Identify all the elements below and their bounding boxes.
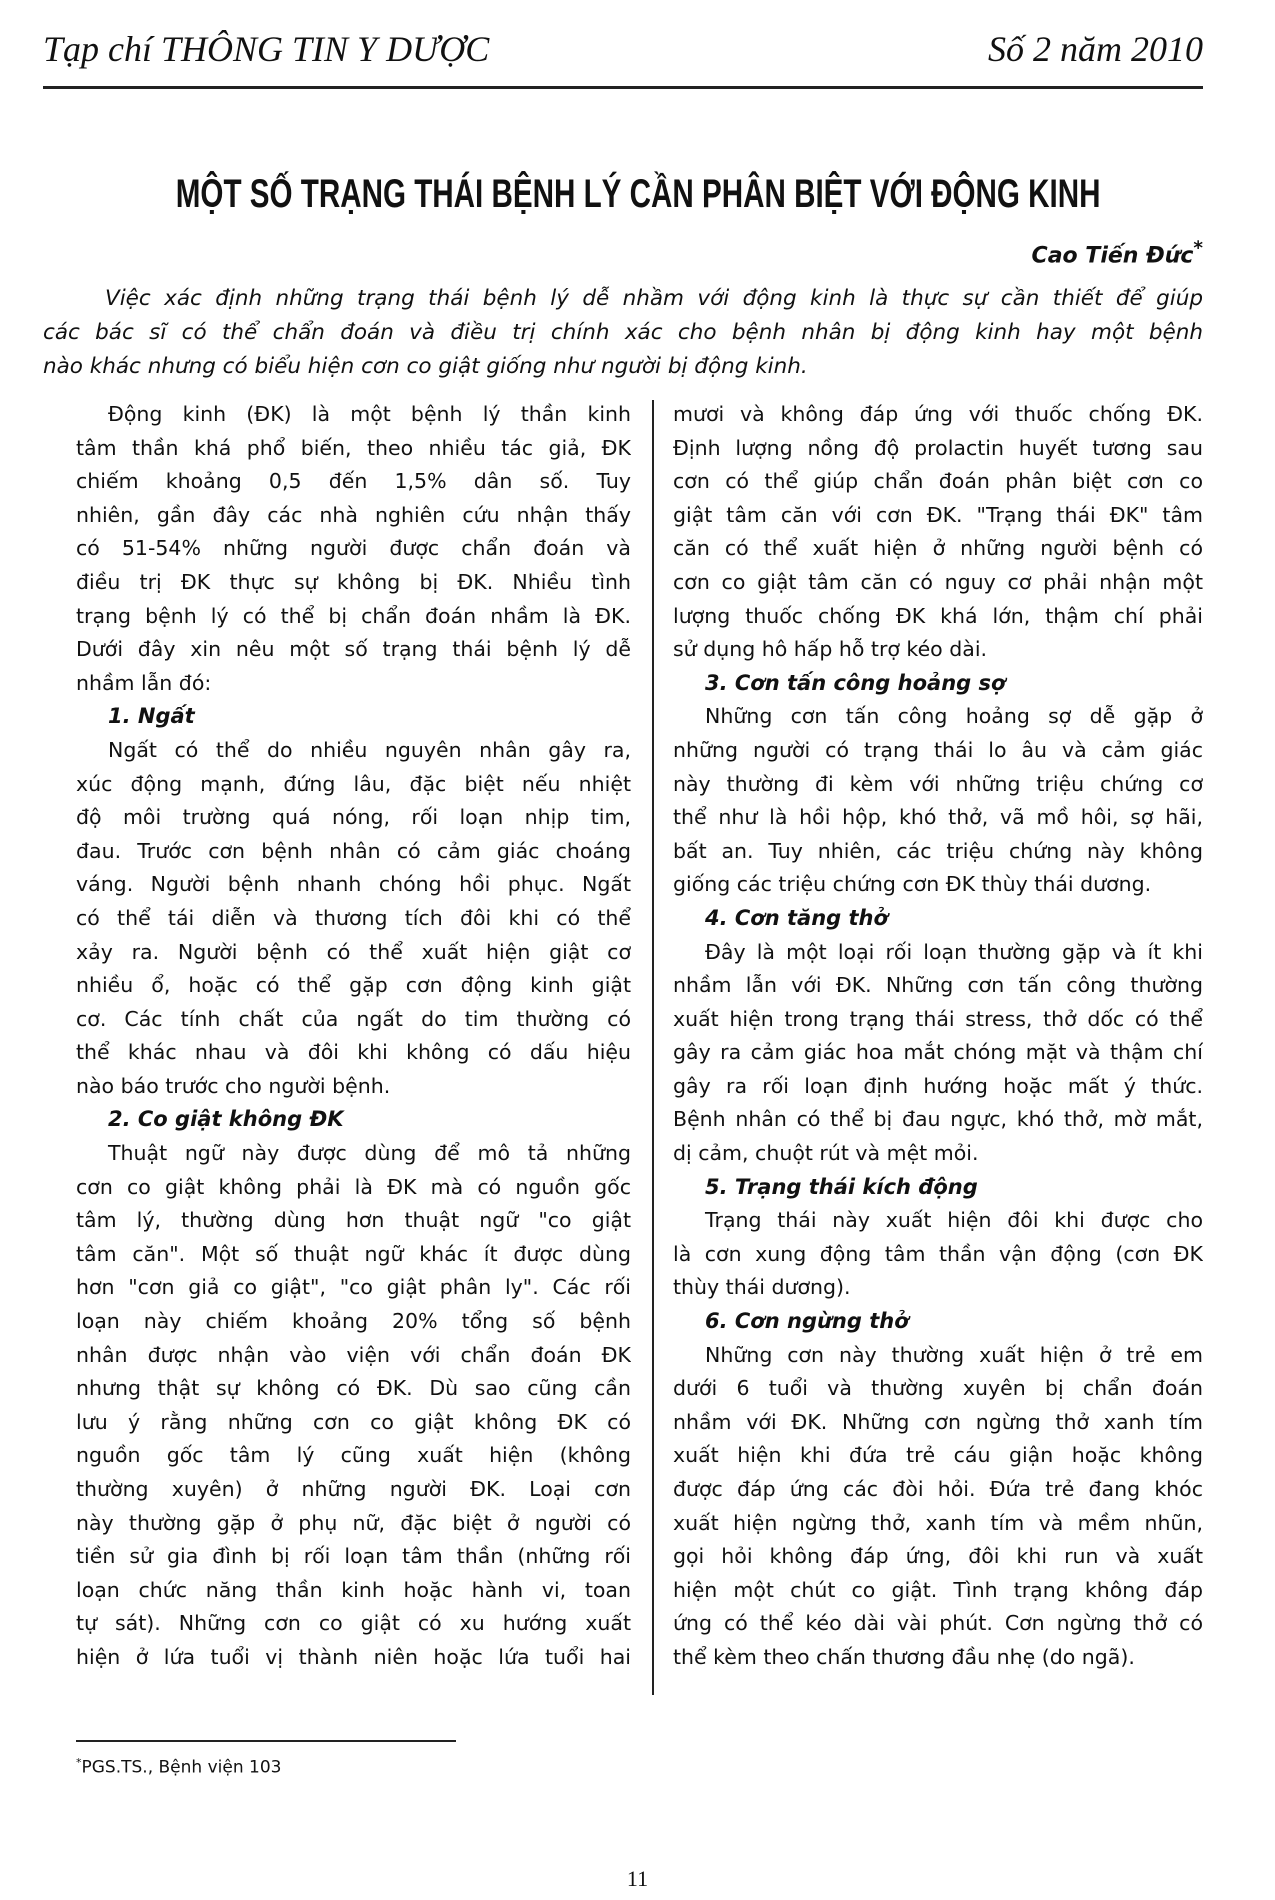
- text-line: xuất hiện trong trạng thái stress, thở dốc có thể: [673, 1006, 1203, 1031]
- text-line: nhiên, gần đây các nhà nghiên cứu nhận thấy: [76, 502, 631, 527]
- text-line: lượng thuốc chống ĐK khá lớn, thậm chí phải: [673, 603, 1203, 628]
- text-line: loạn chức năng thần kinh hoặc hành vi, toan: [76, 1577, 631, 1602]
- text-line: nào báo trước cho người bệnh.: [76, 1073, 391, 1098]
- issue-number: Số 2 năm 2010: [988, 29, 1203, 69]
- text-line: giật tâm căn với cơn ĐK. "Trạng thái ĐK" tâm: [673, 502, 1203, 527]
- footnote: [76, 1756, 281, 1778]
- text-line: đau. Trước cơn bệnh nhân có cảm giác choáng: [76, 838, 631, 863]
- text-line: Những cơn này thường xuất hiện ở trẻ em: [705, 1342, 1203, 1367]
- paragraph: [76, 734, 631, 1104]
- text-line: tâm thần khá phổ biến, theo nhiều tác giả, ĐK: [76, 435, 631, 460]
- text-line: là cơn xung động tâm thần vận động (cơn ĐK: [673, 1241, 1203, 1266]
- abstract-line: các bác sĩ có thể chẩn đoán và điều trị chính xác cho bệnh nhân bị động kinh hay một bệnh: [43, 320, 1203, 345]
- text-line: ứng có thể kéo dài vài phút. Cơn ngừng thở có: [673, 1611, 1203, 1636]
- text-line: thùy thái dương).: [673, 1275, 851, 1300]
- text-line: Định lượng nồng độ prolactin huyết tương sau: [673, 435, 1203, 460]
- text-line: Trạng thái này xuất hiện đôi khi được cho: [705, 1208, 1203, 1233]
- text-line: thể kèm theo chấn thương đầu nhẹ (do ngã).: [673, 1644, 1135, 1669]
- abstract: [43, 282, 1203, 384]
- text-line: Động kinh (ĐK) là một bệnh lý thần kinh: [108, 402, 631, 426]
- text-line: cơ. Các tính chất của ngất do tim thường có: [76, 1006, 631, 1031]
- text-line: tâm căn". Một số thuật ngữ khác ít được dùng: [76, 1241, 631, 1266]
- text-line: gây ra rối loạn định hướng hoặc mất ý thức.: [673, 1073, 1203, 1098]
- text-line: căn có thể xuất hiện ở những người bệnh có: [673, 536, 1203, 561]
- text-line: bất an. Tuy nhiên, các triệu chứng này không: [673, 838, 1203, 863]
- text-line: loạn này chiếm khoảng 20% tổng số bệnh: [76, 1309, 631, 1334]
- text-line: dưới 6 tuổi và thường xuyên bị chẩn đoán: [673, 1376, 1203, 1401]
- text-line: nhầm lẫn đó:: [76, 670, 212, 695]
- header-rule: [43, 86, 1203, 89]
- author-footnote-mark: *: [1193, 238, 1203, 259]
- text-line: có 51-54% những người được chẩn đoán và: [76, 536, 631, 561]
- paragraph: [673, 936, 1203, 1171]
- page-number: 11: [626, 1866, 649, 1891]
- text-line: Những cơn tấn công hoảng sợ dễ gặp ở: [705, 704, 1203, 729]
- section-heading: 2. Co giật không ĐK: [108, 1107, 344, 1132]
- text-line: mươi và không đáp ứng với thuốc chống ĐK.: [673, 402, 1203, 426]
- text-line: nhầm với ĐK. Những cơn ngừng thở xanh tím: [673, 1409, 1203, 1434]
- column-divider: [652, 400, 654, 1695]
- text-line: hơn "cơn giả co giật", "co giật phân ly". Các rối: [76, 1275, 631, 1300]
- abstract-line: nào khác nhưng có biểu hiện cơn co giật giống như người bị động kinh.: [43, 354, 808, 379]
- text-line: giống các triệu chứng cơn ĐK thùy thái dương.: [673, 872, 1152, 897]
- section-heading: 6. Cơn ngừng thở: [705, 1309, 909, 1334]
- text-line: nhân được nhận vào viện với chẩn đoán ĐK: [76, 1342, 631, 1367]
- right-column: [673, 398, 1203, 1675]
- text-line: Ngất có thể do nhiều nguyên nhân gây ra,: [108, 737, 631, 762]
- text-line: độ môi trường quá nóng, rối loạn nhịp tim,: [76, 805, 631, 830]
- paragraph: [673, 1204, 1203, 1305]
- text-line: này thường gặp ở phụ nữ, đặc biệt ở người có: [76, 1510, 631, 1535]
- paragraph: [673, 1339, 1203, 1675]
- section-heading: 3. Cơn tấn công hoảng sợ: [705, 670, 1006, 695]
- section-heading: 5. Trạng thái kích động: [705, 1174, 978, 1199]
- text-line: xuất hiện khi đứa trẻ cáu giận hoặc không: [673, 1443, 1203, 1468]
- left-column: [76, 398, 631, 1675]
- text-line: xúc động mạnh, đứng lâu, đặc biệt nếu nhiệt: [76, 771, 631, 796]
- text-line: hiện một chút co giật. Tình trạng không đáp: [673, 1577, 1203, 1602]
- paragraph: [76, 1137, 631, 1675]
- text-line: xảy ra. Người bệnh có thể xuất hiện giật cơ: [76, 939, 631, 964]
- text-line: Đây là một loại rối loạn thường gặp và ít khi: [705, 939, 1203, 964]
- text-line: thể khác nhau và đôi khi không có dấu hiệu: [76, 1040, 631, 1065]
- text-line: váng. Người bệnh nhanh chóng hồi phục. Ngất: [76, 872, 631, 897]
- text-line: Bệnh nhân có thể bị đau ngực, khó thở, mờ mắt,: [673, 1107, 1203, 1132]
- paragraph: [673, 398, 1203, 667]
- abstract-line: Việc xác định những trạng thái bệnh lý dễ nhầm với động kinh là thực sự cần thiết để giúp: [105, 286, 1203, 311]
- text-line: chiếm khoảng 0,5 đến 1,5% dân số. Tuy: [76, 469, 631, 494]
- text-line: thể như là hồi hộp, khó thở, vã mồ hôi, sợ hãi,: [673, 805, 1203, 830]
- footnote-mark: *: [76, 1756, 82, 1769]
- text-line: tự sát). Những cơn co giật có xu hướng xuất: [76, 1611, 631, 1636]
- text-line: Dưới đây xin nêu một số trạng thái bệnh lý dễ: [76, 637, 631, 662]
- text-line: điều trị ĐK thực sự không bị ĐK. Nhiều tình: [76, 569, 631, 594]
- text-line: trạng bệnh lý có thể bị chẩn đoán nhầm là ĐK.: [76, 603, 631, 628]
- text-line: dị cảm, chuột rút và mệt mỏi.: [673, 1141, 979, 1166]
- text-line: nhưng thật sự không có ĐK. Dù sao cũng cần: [76, 1376, 631, 1401]
- text-line: tiền sử gia đình bị rối loạn tâm thần (những rối: [76, 1544, 631, 1569]
- footnote-text: PGS.TS., Bệnh viện 103: [81, 1757, 282, 1778]
- paragraph: [673, 700, 1203, 902]
- text-line: có thể tái diễn và thương tích đôi khi có thể: [76, 905, 631, 930]
- text-line: nhiều ổ, hoặc có thể gặp cơn động kinh giật: [76, 973, 631, 998]
- paragraph: [76, 398, 631, 700]
- text-line: thường xuyên) ở những người ĐK. Loại cơn: [76, 1477, 631, 1501]
- text-line: gây ra cảm giác hoa mắt chóng mặt và thậm chí: [673, 1040, 1203, 1065]
- article-title: MỘT SỐ TRẠNG THÁI BỆNH LÝ CẦN PHÂN BIỆT VỚI ĐỘNG KINH: [175, 172, 1101, 216]
- text-line: hiện ở lứa tuổi vị thành niên hoặc lứa tuổi hai: [76, 1644, 631, 1669]
- text-line: gọi hỏi không đáp ứng, đôi khi run và xuất: [673, 1544, 1203, 1569]
- text-line: lưu ý rằng những cơn co giật không ĐK có: [76, 1409, 631, 1434]
- text-line: cơn co giật không phải là ĐK mà có nguồn gốc: [76, 1174, 631, 1199]
- text-line: nguồn gốc tâm lý cũng xuất hiện (không: [76, 1443, 631, 1468]
- text-line: này thường đi kèm với những triệu chứng cơ: [673, 771, 1203, 796]
- text-line: cơn có thể giúp chẩn đoán phân biệt cơn co: [673, 469, 1203, 494]
- journal-name: Tạp chí THÔNG TIN Y DƯỢC: [43, 29, 490, 69]
- text-line: sử dụng hô hấp hỗ trợ kéo dài.: [673, 637, 988, 662]
- text-line: được đáp ứng các đòi hỏi. Đứa trẻ đang khóc: [673, 1477, 1203, 1501]
- text-line: nhầm lẫn với ĐK. Những cơn tấn công thường: [673, 973, 1203, 998]
- section-heading: 4. Cơn tăng thở: [705, 905, 888, 930]
- author-name: Cao Tiến Đức: [1031, 243, 1194, 269]
- text-line: tâm lý, thường dùng hơn thuật ngữ "co giật: [76, 1208, 631, 1233]
- text-line: xuất hiện ngừng thở, xanh tím và mềm nhũn,: [673, 1510, 1203, 1535]
- text-line: cơn co giật tâm căn có nguy cơ phải nhận một: [673, 569, 1203, 594]
- footnote-rule: [76, 1740, 456, 1742]
- section-heading: 1. Ngất: [108, 704, 195, 729]
- text-line: những người có trạng thái lo âu và cảm giác: [673, 737, 1203, 762]
- text-line: Thuật ngữ này được dùng để mô tả những: [108, 1141, 631, 1166]
- author: [1032, 238, 1203, 268]
